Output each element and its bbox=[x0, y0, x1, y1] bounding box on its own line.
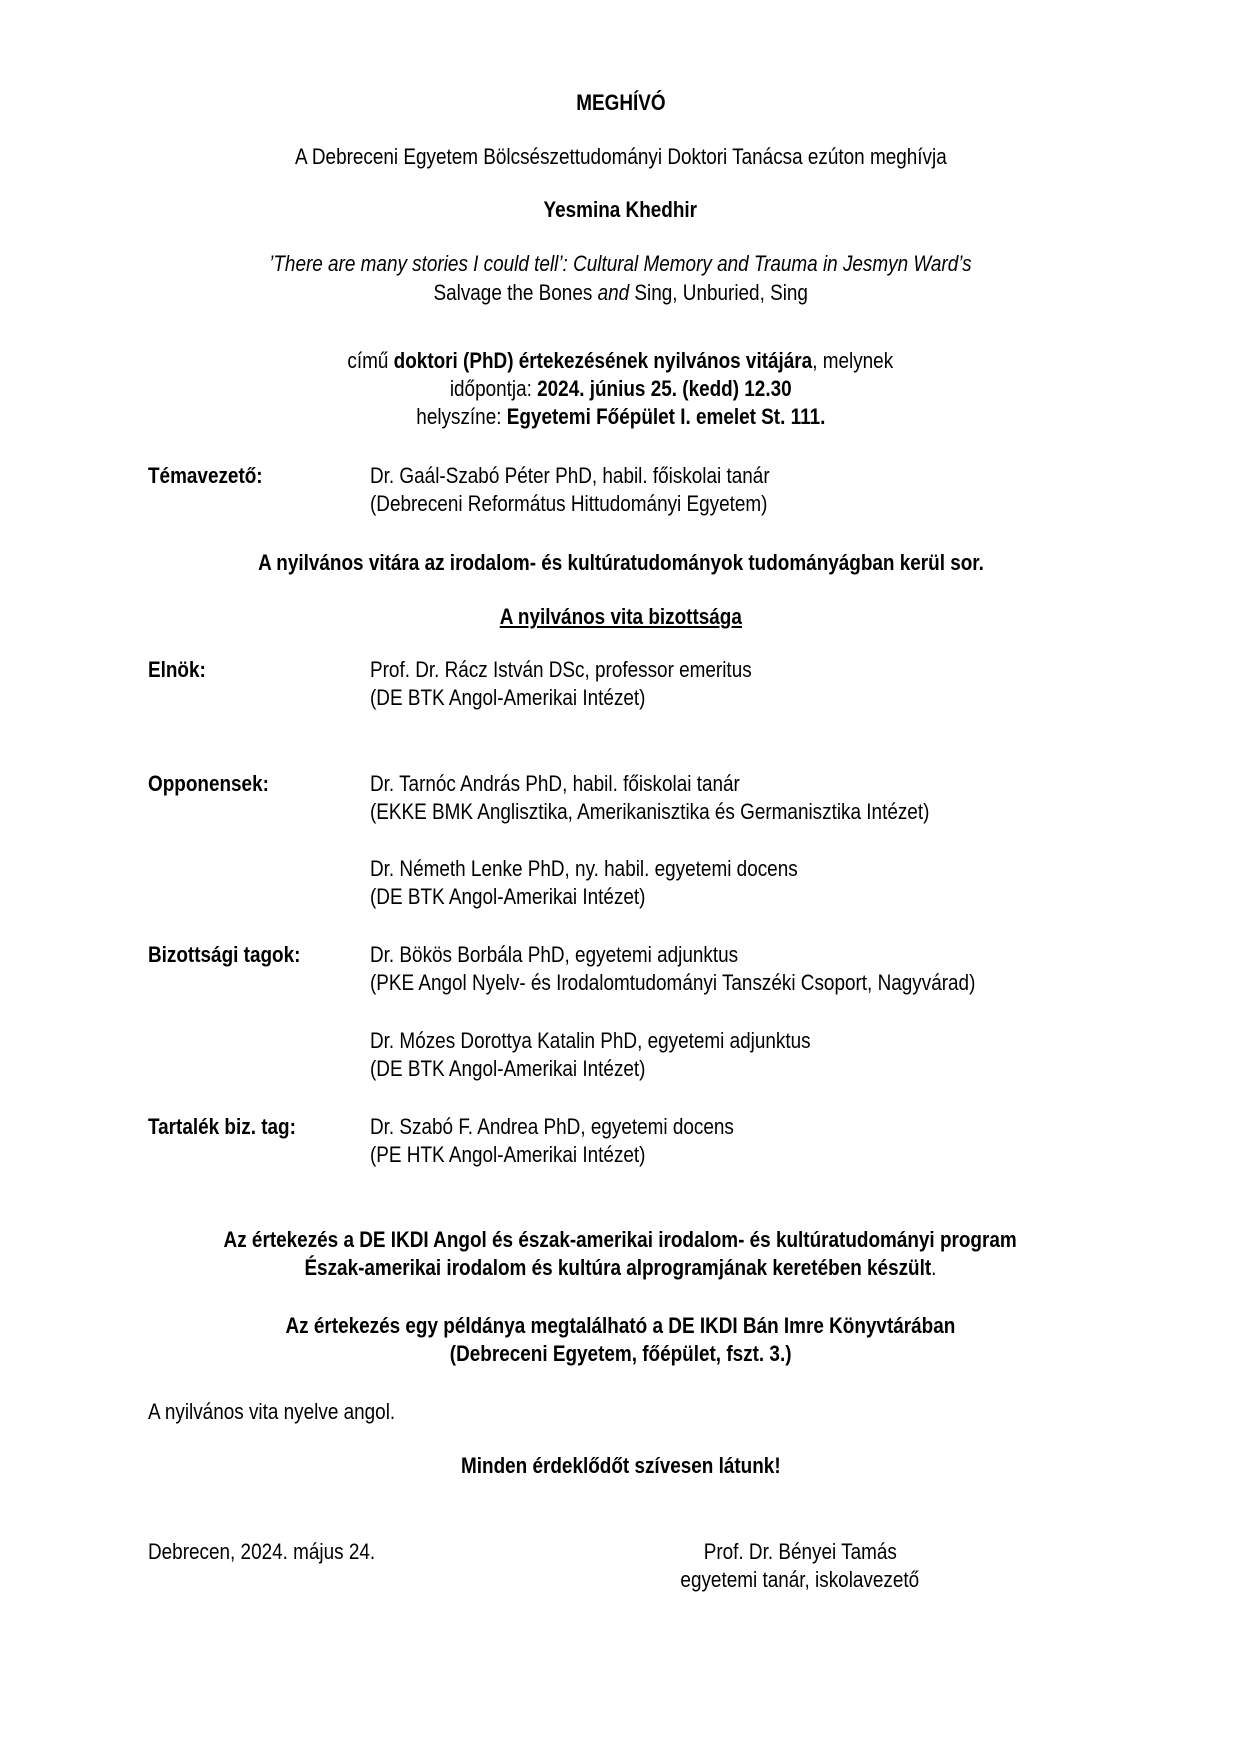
place-date: Debrecen, 2024. május 24. bbox=[148, 1539, 376, 1564]
thesis-title-line2: Salvage the Bones and Sing, Unburied, Sing bbox=[433, 280, 808, 305]
member-name: Dr. Mózes Dorottya Katalin PhD, egyetemi adjunktus bbox=[370, 1028, 811, 1053]
chair-affiliation: (DE BTK Angol-Amerikai Intézet) bbox=[370, 685, 646, 710]
document-title: MEGHÍVÓ bbox=[575, 90, 666, 115]
program-note-line1: Az értekezés a DE IKDI Angol és észak-amerikai irodalom- és kultúratudományi program bbox=[223, 1227, 1018, 1252]
committee-heading: A nyilvános vita bizottsága bbox=[499, 604, 742, 629]
library-note-line2: (Debreceni Egyetem, főépület, fszt. 3.) bbox=[449, 1341, 792, 1366]
library-note-line1: Az értekezés egy példánya megtalálható a DE IKDI Bán Imre Könyvtárában bbox=[285, 1313, 956, 1338]
member-name: Dr. Bökös Borbála PhD, egyetemi adjunktus bbox=[370, 942, 739, 967]
signatory-name: Prof. Dr. Bényei Tamás bbox=[703, 1539, 897, 1564]
defense-time: időpontja: 2024. június 25. (kedd) 12.30 bbox=[449, 376, 792, 401]
members-label: Bizottsági tagok: bbox=[148, 942, 301, 967]
supervisor-affiliation: (Debreceni Református Hittudományi Egyetem) bbox=[370, 491, 768, 516]
defense-description: című doktori (PhD) értekezésének nyilvános vitájára, melynek bbox=[347, 348, 894, 373]
opponents-label: Opponensek: bbox=[148, 771, 269, 796]
supervisor-name: Dr. Gaál-Szabó Péter PhD, habil. főiskolai tanár bbox=[370, 463, 770, 488]
discipline-note: A nyilvános vitára az irodalom- és kultúratudományok tudományágban kerül sor. bbox=[257, 550, 984, 575]
thesis-title-line1: ’There are many stories I could tell’: Cultural Memory and Trauma in Jesmyn Ward’s bbox=[269, 251, 972, 276]
welcome-message: Minden érdeklődőt szívesen látunk! bbox=[460, 1453, 781, 1478]
chair-name: Prof. Dr. Rácz István DSc, professor emeritus bbox=[370, 657, 752, 682]
opponent-name: Dr. Tarnóc András PhD, habil. főiskolai tanár bbox=[370, 771, 740, 796]
reserve-affiliation: (PE HTK Angol-Amerikai Intézet) bbox=[370, 1142, 646, 1167]
language-note: A nyilvános vita nyelve angol. bbox=[148, 1399, 396, 1424]
reserve-name: Dr. Szabó F. Andrea PhD, egyetemi docens bbox=[370, 1114, 734, 1139]
opponent-affiliation: (EKKE BMK Anglisztika, Amerikanisztika és Germanisztika Intézet) bbox=[370, 799, 930, 824]
defense-place: helyszíne: Egyetemi Főépület I. emelet St. 111. bbox=[415, 404, 826, 429]
reserve-label: Tartalék biz. tag: bbox=[148, 1114, 296, 1139]
program-note-line2: Észak-amerikai irodalom és kultúra alprogramjának keretében készült. bbox=[304, 1255, 937, 1280]
invitation-intro: A Debreceni Egyetem Bölcsészettudományi Doktori Tanácsa ezúton meghívja bbox=[294, 144, 947, 169]
supervisor-label: Témavezető: bbox=[148, 463, 263, 488]
member-affiliation: (PKE Angol Nyelv- és Irodalomtudományi Tanszéki Csoport, Nagyvárad) bbox=[370, 970, 976, 995]
opponent-affiliation: (DE BTK Angol-Amerikai Intézet) bbox=[370, 884, 646, 909]
candidate-name: Yesmina Khedhir bbox=[543, 197, 698, 222]
member-affiliation: (DE BTK Angol-Amerikai Intézet) bbox=[370, 1056, 646, 1081]
signatory-title: egyetemi tanár, iskolavezető bbox=[680, 1567, 920, 1592]
opponent-name: Dr. Németh Lenke PhD, ny. habil. egyetemi docens bbox=[370, 856, 798, 881]
chair-label: Elnök: bbox=[148, 657, 206, 682]
